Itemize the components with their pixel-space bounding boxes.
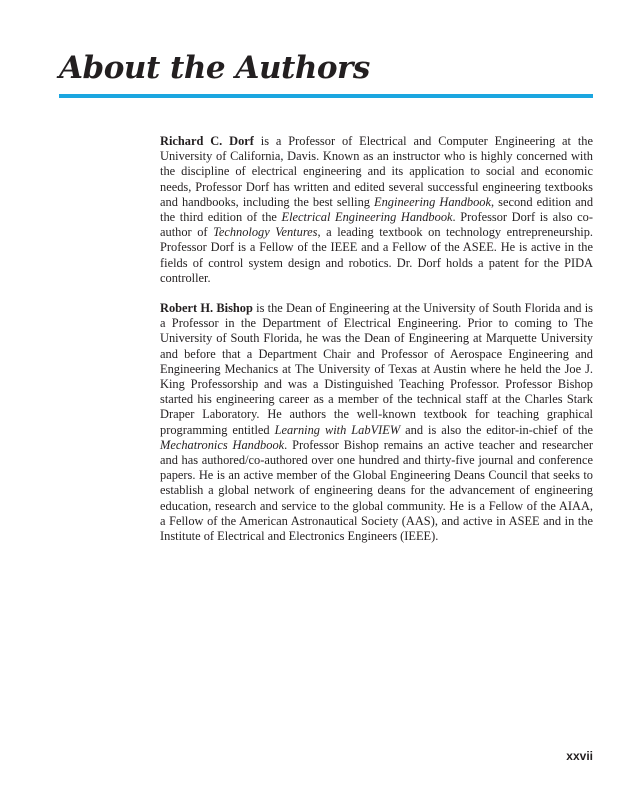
bio-text: , second edition and the third edition of the xyxy=(160,194,594,225)
bio-text: . Professor Bishop remains an active teacher and researcher and has authored/co-authored over one hundred and thirty-five journal and conference papers. He is an active member of the Global Engineering Deans Council that seeks to establish a global network of engineering deans for the advancement of engineering education, research and service to the global community. He is a Fellow of the AIAA, a Fellow of the American Astronautical Society (AAS), and active in ASEE and in the Institute of Electrical and Electronics Engineers (IEEE). xyxy=(160,437,593,544)
bio-text: . Professor Dorf is also co-author of xyxy=(160,210,593,240)
page-number: xxvii xyxy=(566,749,593,763)
author-name: Richard C. Dorf xyxy=(160,134,254,148)
book-title: Learning with LabVIEW xyxy=(274,422,401,437)
bio-text: is a Professor of Electrical and Computer Engineering at the University of California, Davis. Known as an instructor who is highly concerned with the discipline of electrical engineering and its application to social and economic needs, Professor Dorf has written and edited several successful engineering textbooks and handbooks, including the best selling xyxy=(160,134,593,209)
author-bios xyxy=(160,134,593,559)
bio-text: and is also the editor-in-chief of the xyxy=(400,422,594,437)
book-title: Technology Ventures xyxy=(213,225,318,240)
author-name: Robert H. Bishop xyxy=(160,301,253,316)
bio-bishop xyxy=(160,301,593,544)
page-title: About the Authors xyxy=(59,50,370,86)
book-title: Mechatronics Handbook xyxy=(160,437,285,452)
title-rule xyxy=(59,94,593,98)
bio-dorf xyxy=(160,134,593,286)
book-title: Engineering Handbook xyxy=(374,194,491,209)
bio-text: , a leading textbook on technology entrepreneurship. Professor Dorf is a Fellow of the IEEE and a Fellow of the ASEE. He is active in the fields of control system design and robotics. Dr. Dorf holds a patent for the PIDA controller. xyxy=(160,225,594,285)
bio-text: is the Dean of Engineering at the University of South Florida and is a Professor in the Department of Electrical Engineering. Prior to coming to The University of South Florida, he was the Dean of Engineering at Marquette University and before that a Department Chair and Professor of Aerospace Engineering and Engineering Mechanics at The University of Texas at Austin where he held the Joe J. King Professorship and was a Distinguished Teaching Professor. Professor Bishop started his engineering career as a member of the technical staff at the Charles Stark Draper Laboratory. He authors the well-known textbook for teaching graphical programming entitled xyxy=(160,301,593,437)
book-title: Electrical Engineering Handbook xyxy=(281,210,453,225)
